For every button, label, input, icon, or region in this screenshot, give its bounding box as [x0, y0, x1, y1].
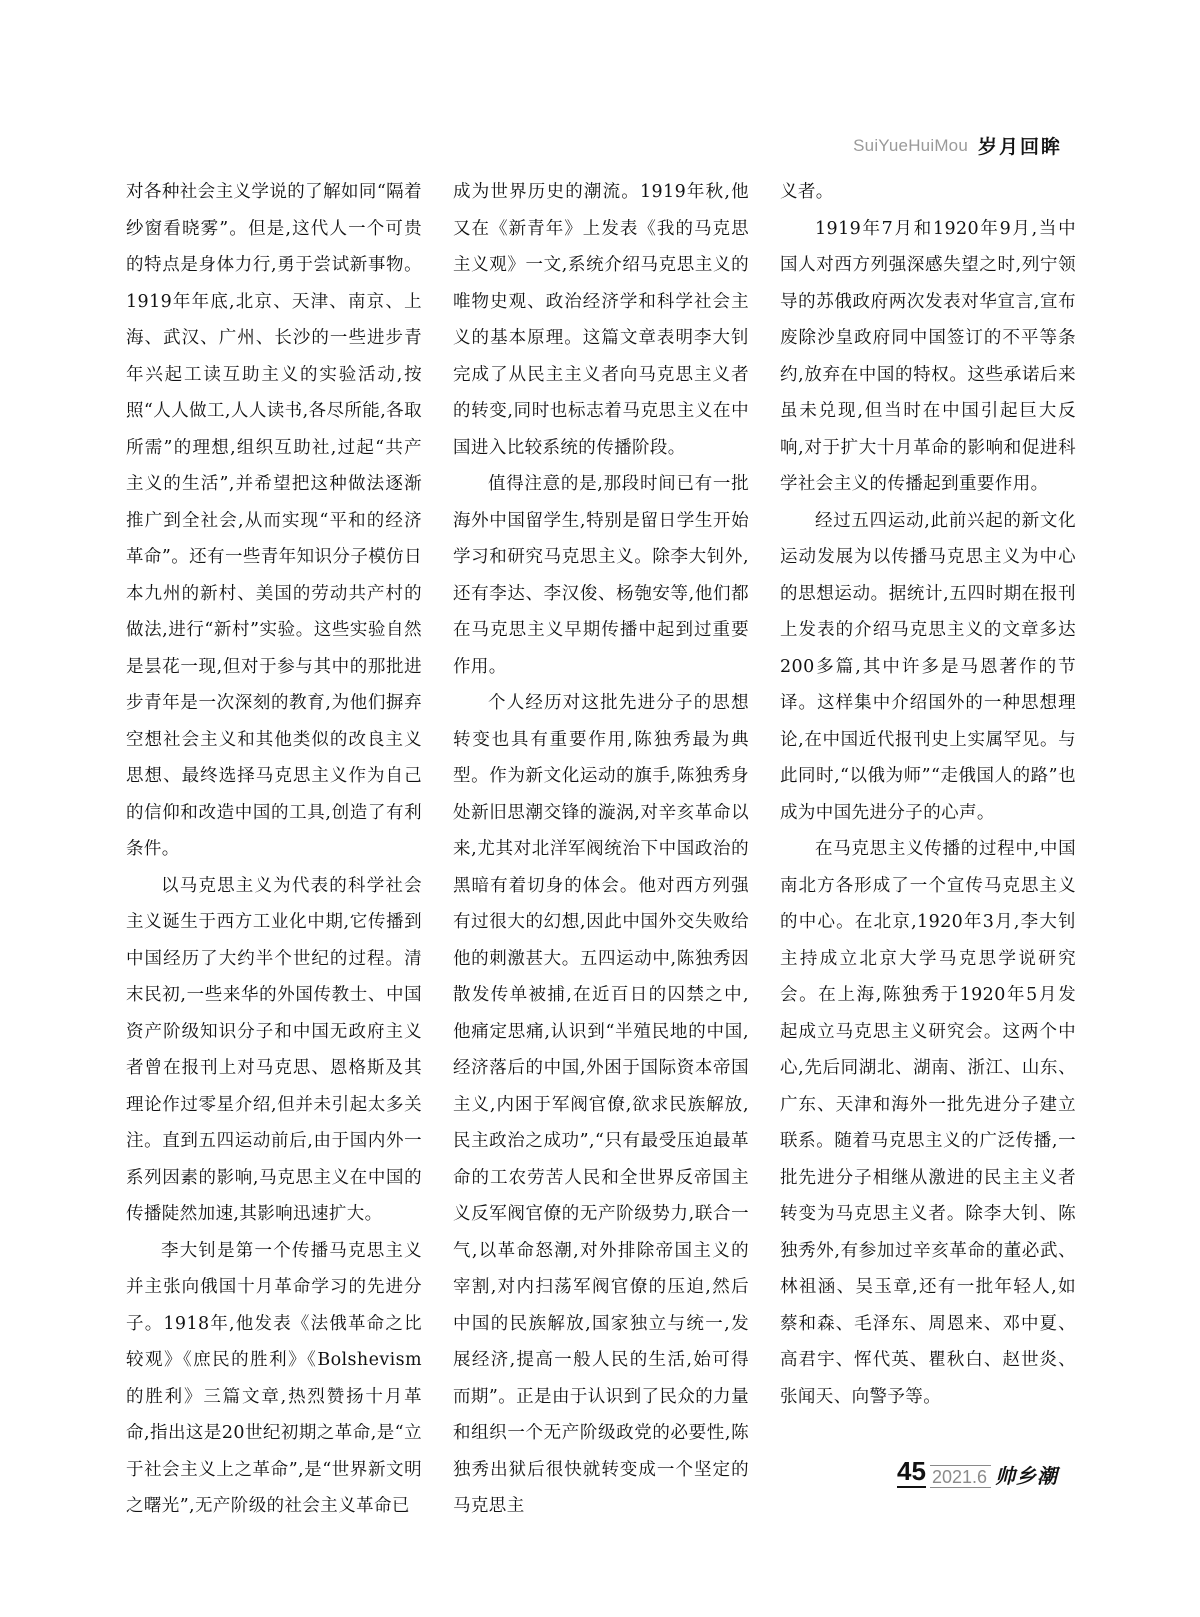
paragraph: 义者。 — [780, 182, 834, 202]
section-title-cn: 岁月回眸 — [977, 136, 1062, 158]
article-body — [126, 174, 1076, 1525]
section-header — [853, 132, 1062, 159]
paragraph: 1919年7月和1920年9月,当中国人对西方列强深感失望之时,列宁领导的苏俄政府两次发表对华宣言,宣布废除沙皇政府同中国签订的不平等条约,放弃在中国的特权。这些承诺后来虽未兑现,但当时在中国引起巨大反响,对于扩大十月革命的影响和促进科学社会主义的传播起到重要作用。 — [780, 218, 1076, 494]
magazine-name: 帅乡潮 — [995, 1464, 1058, 1488]
paragraph: 在马克思主义传播的过程中,中国南北方各形成了一个宣传马克思主义的中心。在北京,1920年3月,李大钊主持成立北京大学马克思学说研究会。在上海,陈独秀于1920年5月发起成立马克思主义研究会。这两个中心,先后同湖北、湖南、浙江、山东、广东、天津和海外一批先进分子建立联系。随着马克思主义的广泛传播,一批先进分子相继从激进的民主主义者转变为马克思主义者。除李大钊、陈独秀外,有参加过辛亥革命的董必武、林祖涵、吴玉章,还有一批年轻人,如蔡和森、毛泽东、周恩来、邓中夏、高君宇、恽代英、瞿秋白、赵世炎、张闻天、向警予等。 — [780, 839, 1076, 1407]
paragraph: 个人经历对这批先进分子的思想转变也具有重要作用,陈独秀最为典型。作为新文化运动的旗手,陈独秀身处新旧思潮交锋的漩涡,对辛亥革命以来,尤其对北洋军阀统治下中国政治的黑暗有着切身的体会。他对西方列强有过很大的幻想,因此中国外交失败给他的刺激甚大。五四运动中,陈独秀因散发传单被捕,在近百日的囚禁之中,他痛定思痛,认识到“半殖民地的中国,经济落后的中国,外困于国际资本帝国主义,内困于军阀官僚,欲求民族解放,民主政治之成功”,“只有最受压迫最革命的工农劳苦人民和全世界反帝国主义反军阀官僚的无产阶级势力,联合一气,以革命怒潮,对外排除帝国主义的宰割,对内扫荡军阀官僚的压迫,然后中国的民族解放,国家独立与统一,发展经济,提高一般人民的生活,始可得而期”。正是由于认识到了民众的力量和组织一个无产阶级政党的必要性,陈独秀出狱后很快就转变成一个坚定的马克思主 — [453, 693, 749, 1516]
column-1 — [126, 174, 422, 1525]
column-3 — [780, 174, 1076, 1525]
paragraph: 成为世界历史的潮流。1919年秋,他又在《新青年》上发表《我的马克思主义观》一文,系统介绍马克思主义的唯物史观、政治经济学和科学社会主义的基本原理。这篇文章表明李大钊完成了从民主主义者向马克思主义者的转变,同时也标志着马克思主义在中国进入比较系统的传播阶段。 — [453, 182, 749, 458]
paragraph: 值得注意的是,那段时间已有一批海外中国留学生,特别是留日学生开始学习和研究马克思主义。除李大钊外,还有李达、李汉俊、杨匏安等,他们都在马克思主义早期传播中起到过重要作用。 — [453, 474, 749, 677]
issue-date: 2021.6 — [930, 1465, 991, 1488]
page-footer — [897, 1458, 1058, 1488]
section-title-en: SuiYueHuiMou — [853, 135, 968, 155]
column-2 — [453, 174, 749, 1525]
page-number: 45 — [897, 1456, 926, 1486]
paragraph: 李大钊是第一个传播马克思主义并主张向俄国十月革命学习的先进分子。1918年,他发表《法俄革命之比较观》《庶民的胜利》《Bolshevism的胜利》三篇文章,热烈赞扬十月革命,指出这是20世纪初期之革命,是“立于社会主义上之革命”,是“世界新文明之曙光”,无产阶级的社会主义革命已 — [126, 1240, 422, 1516]
paragraph: 对各种社会主义学说的了解如同“隔着纱窗看晓雾”。但是,这代人一个可贵的特点是身体力行,勇于尝试新事物。1919年年底,北京、天津、南京、上海、武汉、广州、长沙的一些进步青年兴起工读互助主义的实验活动,按照“人人做工,人人读书,各尽所能,各取所需”的理想,组织互助社,过起“共产主义的生活”,并希望把这种做法逐渐推广到全社会,从而实现“平和的经济革命”。还有一些青年知识分子模仿日本九州的新村、美国的劳动共产村的做法,进行“新村”实验。这些实验自然是昙花一现,但对于参与其中的那批进步青年是一次深刻的教育,为他们摒弃空想社会主义和其他类似的改良主义思想、最终选择马克思主义作为自己的信仰和改造中国的工具,创造了有利条件。 — [126, 182, 422, 859]
paragraph: 经过五四运动,此前兴起的新文化运动发展为以传播马克思主义为中心的思想运动。据统计,五四时期在报刊上发表的介绍马克思主义的文章多达200多篇,其中许多是马恩著作的节译。这样集中介绍国外的一种思想理论,在中国近代报刊史上实属罕见。与此同时,“以俄为师”“走俄国人的路”也成为中国先进分子的心声。 — [780, 510, 1076, 823]
paragraph: 以马克思主义为代表的科学社会主义诞生于西方工业化中期,它传播到中国经历了大约半个世纪的过程。清末民初,一些来华的外国传教士、中国资产阶级知识分子和中国无政府主义者曾在报刊上对马克思、恩格斯及其理论作过零星介绍,但并未引起太多关注。直到五四运动前后,由于国内外一系列因素的影响,马克思主义在中国的传播陡然加速,其影响迅速扩大。 — [126, 875, 422, 1224]
